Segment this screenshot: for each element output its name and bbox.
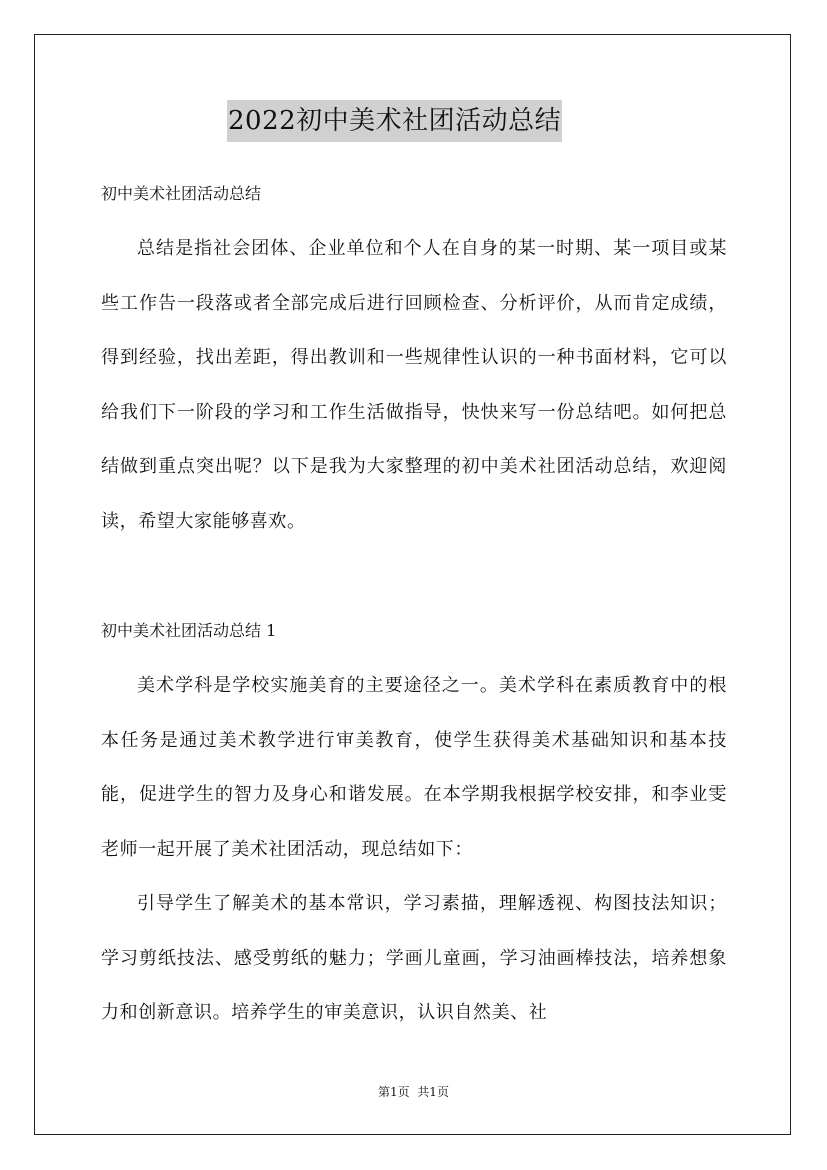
page-footer: 第1页 共1页 — [378, 1085, 449, 1099]
section-paragraph-2: 引导学生了解美术的基本常识，学习素描，理解透视、构图技法知识；学习剪纸技法、感受剪纸的魅力；学画儿童画，学习油画棒技法，培养想象力和创新意识。培养学生的审美意识，认识自然美、社 — [101, 893, 727, 1023]
section-heading: 初中美术社团活动总结 1 — [101, 621, 277, 640]
intro-paragraph: 总结是指社会团体、企业单位和个人在自身的某一时期、某一项目或某些工作告一段落或者全部完成后进行回顾检查、分析评价，从而肯定成绩，得到经验，找出差距，得出教训和一些规律性认识的一种书面材料，它可以给我们下一阶段的学习和工作生活做指导，快快来写一份总结吧。如何把总结做到重点突出呢？以下是我为大家整理的初中美术社团活动总结，欢迎阅读，希望大家能够喜欢。 — [101, 238, 727, 532]
intro-heading: 初中美术社团活动总结 — [101, 184, 262, 203]
document-title: 2022初中美术社团活动总结 — [227, 100, 562, 142]
section-paragraph-1: 美术学科是学校实施美育的主要途径之一。美术学科在素质教育中的根本任务是通过美术教学进行审美教育，使学生获得美术基础知识和基本技能，促进学生的智力及身心和谐发展。在本学期我根据学校安排，和李业雯老师一起开展了美术社团活动，现总结如下： — [101, 675, 727, 860]
document-body — [101, 166, 727, 1041]
paragraph-gap — [101, 549, 727, 603]
